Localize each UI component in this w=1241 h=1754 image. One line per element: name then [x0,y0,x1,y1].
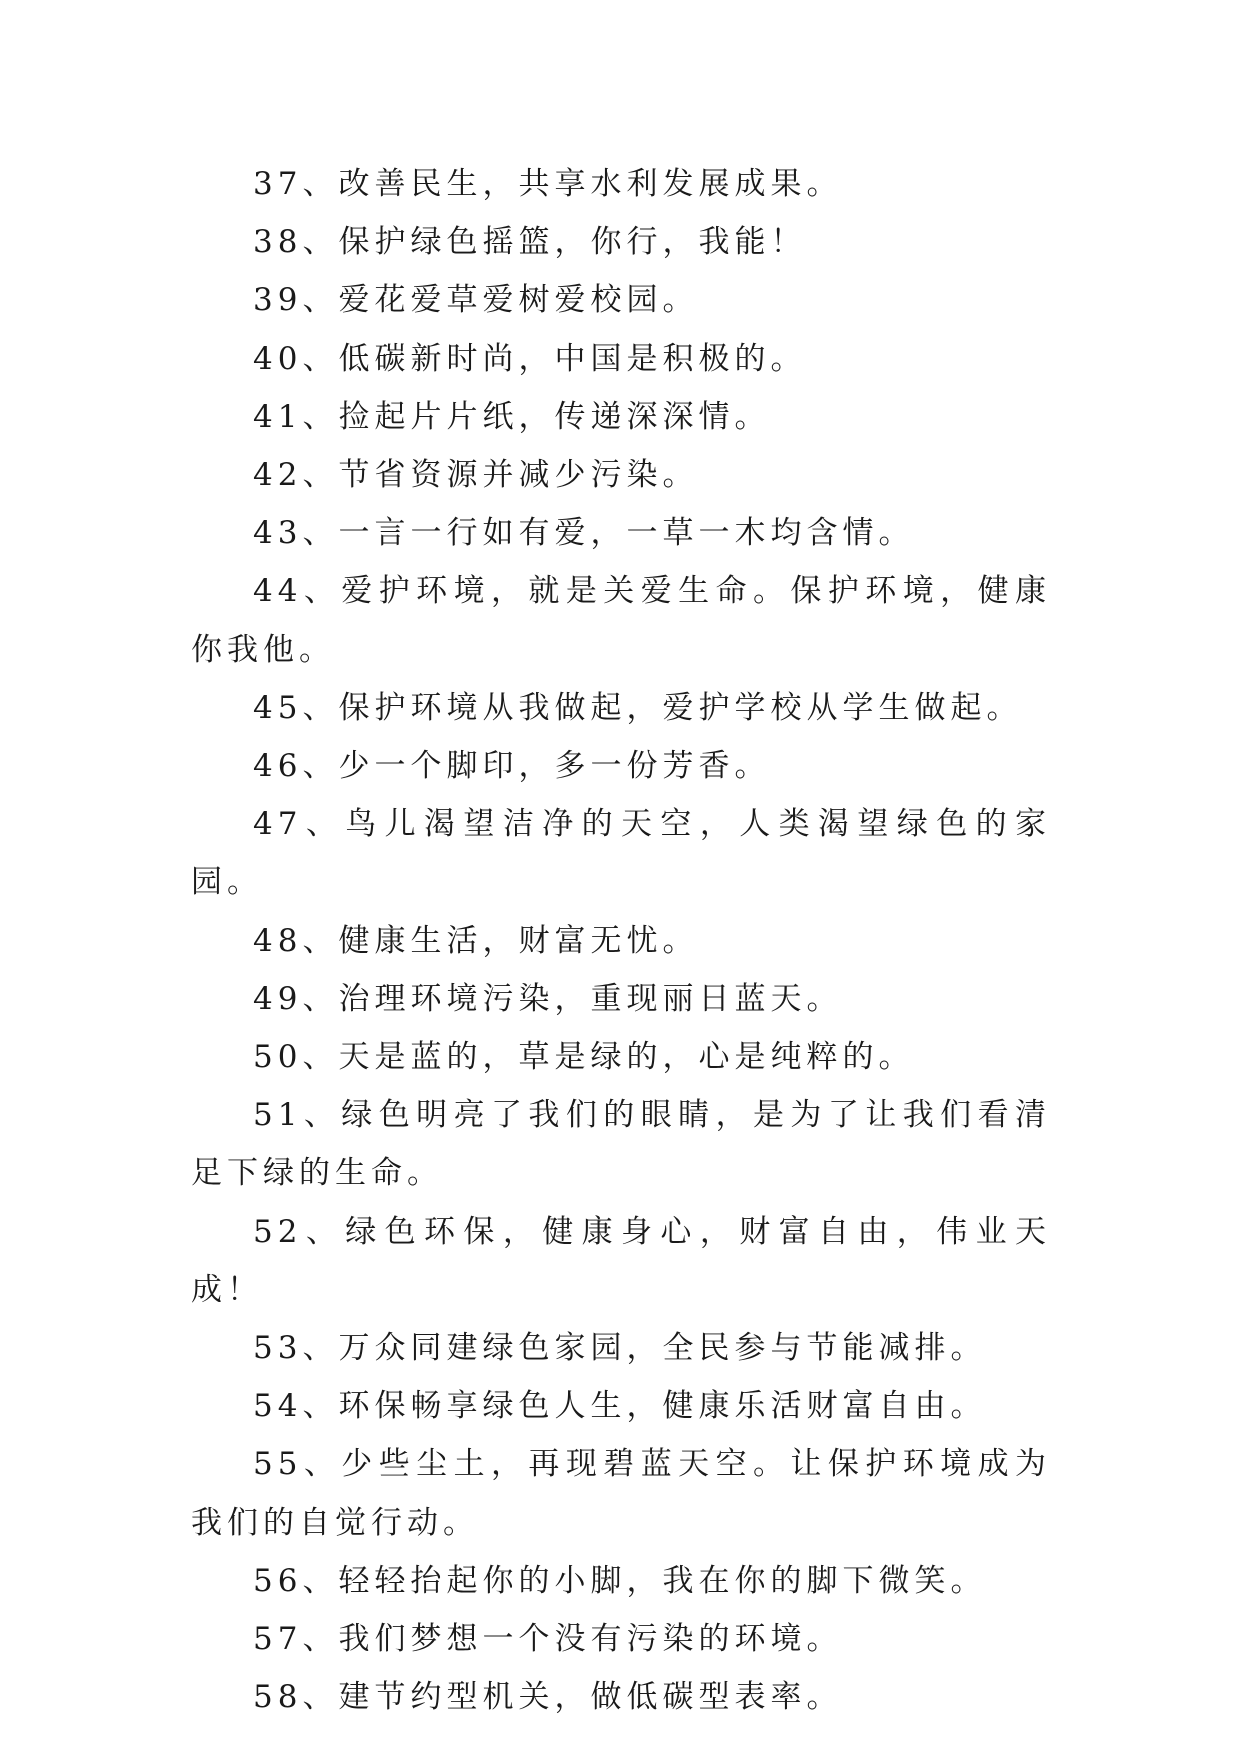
paragraph-56: 56、轻轻抬起你的小脚，我在你的脚下微笑。 [253,1562,987,1599]
paragraph-44: 44、爱护环境，就是关爱生命。保护环境，健康你我他。 [191,573,1051,668]
paragraph-57: 57、我们梦想一个没有污染的环境。 [253,1621,843,1658]
document-body [191,155,1051,1726]
paragraph-58: 58、建节约型机关，做低碳型表率。 [253,1679,843,1716]
paragraph-55: 55、少些尘土，再现碧蓝天空。让保护环境成为我们的自觉行动。 [191,1446,1051,1541]
paragraph-54: 54、环保畅享绿色人生，健康乐活财富自由。 [253,1388,987,1425]
paragraph-37: 37、改善民生，共享水利发展成果。 [253,166,843,202]
paragraph-46: 46、少一个脚印，多一份芳香。 [253,748,771,785]
paragraph-41: 41、捡起片片纸，传递深深情。 [253,398,771,435]
paragraph-40: 40、低碳新时尚，中国是积极的。 [253,340,807,377]
paragraph-50: 50、天是蓝的，草是绿的，心是纯粹的。 [253,1039,915,1076]
paragraph-49: 49、治理环境污染，重现丽日蓝天。 [253,980,843,1017]
paragraph-43: 43、一言一行如有爱，一草一木均含情。 [253,515,915,552]
paragraph-45: 45、保护环境从我做起，爱护学校从学生做起。 [253,689,1023,726]
paragraph-52: 52、绿色环保，健康身心，财富自由，伟业天成！ [191,1213,1051,1308]
paragraph-42: 42、节省资源并减少污染。 [253,457,699,494]
paragraph-47: 47、鸟儿渴望洁净的天空，人类渴望绿色的家园。 [191,806,1051,901]
paragraph-38: 38、保护绿色摇篮，你行，我能！ [253,224,807,261]
paragraph-51: 51、绿色明亮了我们的眼睛，是为了让我们看清足下绿的生命。 [191,1097,1051,1192]
paragraph-39: 39、爱花爱草爱树爱校园。 [253,282,699,319]
paragraph-53: 53、万众同建绿色家园，全民参与节能减排。 [253,1330,987,1367]
paragraph-48: 48、健康生活，财富无忧。 [253,922,699,959]
